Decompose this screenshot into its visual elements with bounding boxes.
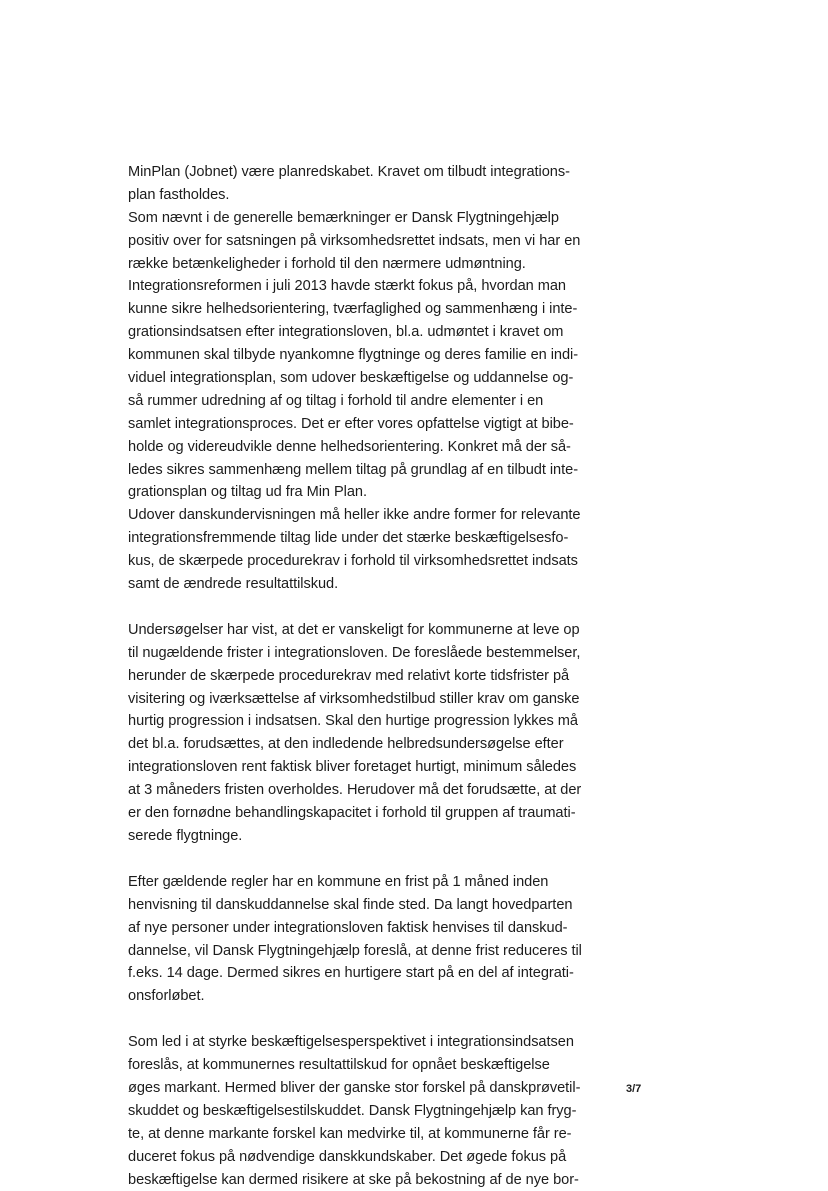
text-line: te, at denne markante forskel kan medvirke til, at kommunerne får re- [128, 1125, 572, 1142]
paragraph [128, 1031, 598, 1191]
text-line: Integrationsreformen i juli 2013 havde stærkt fokus på, hvordan man [128, 278, 566, 295]
text-line: positiv over for satsningen på virksomhedsrettet indsats, men vi har en [128, 232, 581, 249]
text-line: plan fastholdes. [128, 186, 230, 203]
text-line: kunne sikre helhedsorientering, tværfaglighed og sammenhæng i inte- [128, 301, 578, 318]
text-line: herunder de skærpede procedurekrav med relativt korte tidsfrister på [128, 667, 570, 684]
paragraph-spacer [128, 1008, 598, 1031]
text-line: MinPlan (Jobnet) være planredskabet. Kravet om tilbudt integrations- [128, 164, 570, 180]
text-line: viduel integrationsplan, som udover beskæftigelse og uddannelse og- [128, 370, 574, 387]
text-line: af nye personer under integrationsloven faktisk henvises til danskud- [128, 919, 568, 936]
text-line: grationsplan og tiltag ud fra Min Plan. [128, 484, 367, 501]
text-line: er den fornødne behandlingskapacitet i forhold til gruppen af traumati- [128, 805, 576, 822]
text-line: Udover danskundervisningen må heller ikke andre former for relevante [128, 507, 581, 524]
text-line: kus, de skærpede procedurekrav i forhold til virksomhedsrettet indsats [128, 553, 578, 570]
paragraph [128, 619, 598, 848]
text-line: samlet integrationsproces. Det er efter vores opfattelse vigtigt at bibe- [128, 415, 574, 432]
text-line: grationsindsatsen efter integrationsloven, bl.a. udmøntet i kravet om [128, 324, 564, 341]
text-line: onsforløbet. [128, 988, 205, 1005]
text-line: henvisning til danskuddannelse skal finde sted. Da langt hovedparten [128, 896, 573, 913]
text-line: at 3 måneders fristen overholdes. Herudover må det forudsætte, at der [128, 782, 582, 799]
text-line: skuddet og beskæftigelsestilskuddet. Dansk Flygtningehjælp kan fryg- [128, 1102, 577, 1119]
text-line: holde og videreudvikle denne helhedsorientering. Konkret må der så- [128, 438, 571, 455]
text-line: beskæftigelse kan dermed risikere at ske på bekostning af de nye bor- [128, 1171, 579, 1188]
text-line: serede flygtninge. [128, 827, 243, 844]
paragraph [128, 504, 598, 596]
text-line: ledes sikres sammenhæng mellem tiltag på grundlag af en tilbudt inte- [128, 461, 579, 478]
page-number: 3/7 [626, 1083, 642, 1095]
text-line: så rummer udredning af og tiltag i forhold til andre elementer i en [128, 392, 544, 409]
text-line: visitering og iværksættelse af virksomhedstilbud stiller krav om ganske [128, 690, 580, 707]
text-line: samt de ændrede resultattilskud. [128, 576, 339, 593]
text-line: integrationsfremmende tiltag lide under det stærke beskæftigelsesfo- [128, 530, 569, 547]
text-line: kommunen skal tilbyde nyankomne flygtninge og deres familie en indi- [128, 347, 579, 364]
text-line: duceret fokus på nødvendige danskkundskaber. Det øgede fokus på [128, 1148, 567, 1165]
text-line: foreslås, at kommunernes resultattilskud for opnået beskæftigelse [128, 1057, 550, 1074]
paragraph [128, 161, 598, 207]
text-line: f.eks. 14 dage. Dermed sikres en hurtigere start på en del af integrati- [128, 965, 574, 982]
paragraph [128, 207, 598, 276]
paragraph [128, 275, 598, 504]
text-line: det bl.a. forudsættes, at den indledende helbredsundersøgelse efter [128, 736, 564, 753]
text-line: række betænkeligheder i forhold til den nærmere udmøntning. [128, 255, 526, 272]
body-text [128, 161, 598, 1191]
text-line: Efter gældende regler har en kommune en frist på 1 måned inden [128, 873, 549, 890]
text-line: Undersøgelser har vist, at det er vanskeligt for kommunerne at leve op [128, 621, 580, 638]
text-line: hurtig progression i indsatsen. Skal den hurtige progression lykkes må [128, 713, 578, 730]
text-line: øges markant. Hermed bliver der ganske stor forskel på danskprøvetil- [128, 1079, 581, 1096]
text-line: dannelse, vil Dansk Flygtningehjælp foreslå, at denne frist reduceres til [128, 942, 582, 959]
text-line: Som nævnt i de generelle bemærkninger er Dansk Flygtningehjælp [128, 209, 559, 226]
text-line: til nugældende frister i integrationsloven. De foreslåede bestemmelser, [128, 644, 581, 661]
text-line: integrationsloven rent faktisk bliver foretaget hurtigt, minimum således [128, 759, 577, 776]
paragraph-spacer [128, 596, 598, 619]
paragraph [128, 871, 598, 1008]
text-line: Som led i at styrke beskæftigelsesperspektivet i integrationsindsatsen [128, 1034, 574, 1051]
paragraph-spacer [128, 848, 598, 871]
